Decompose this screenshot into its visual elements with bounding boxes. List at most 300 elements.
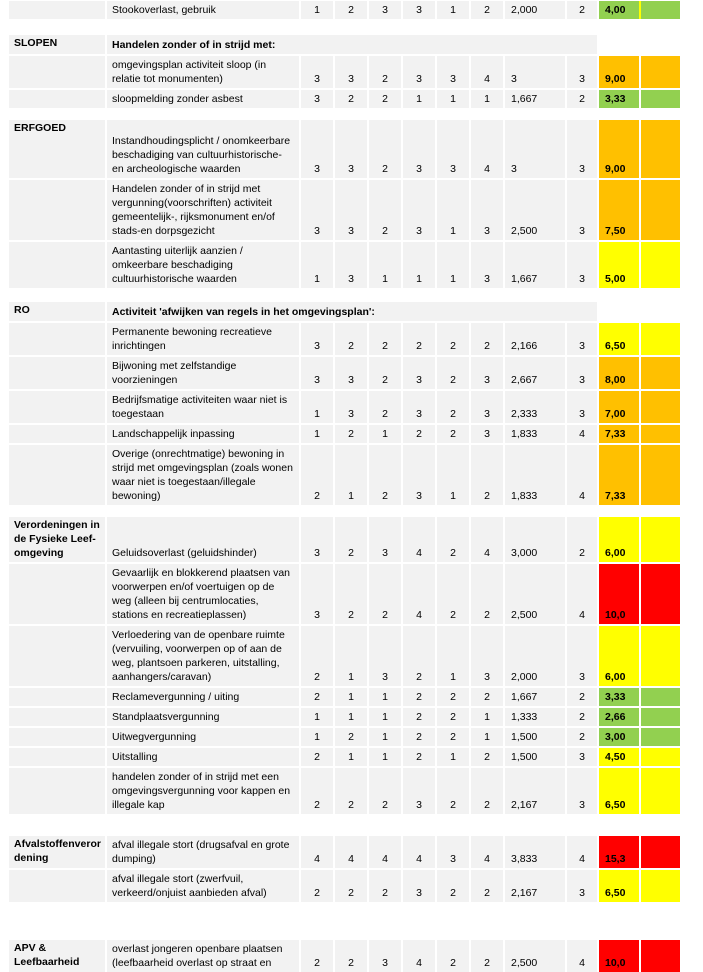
criterion-score-cell: 3 [471, 357, 503, 389]
criterion-score-cell: 4 [403, 836, 435, 868]
criterion-score-cell: 2 [403, 323, 435, 355]
criterion-score-cell: 2 [437, 564, 469, 624]
average-cell: 2,500 [505, 940, 565, 972]
weight-cell: 3 [567, 768, 597, 814]
category-cell [9, 626, 105, 686]
criterion-score-cell: 3 [335, 120, 367, 178]
table-row [9, 626, 703, 686]
average-cell: 1,833 [505, 445, 565, 505]
description-cell: Gevaarlijk en blokkerend plaatsen van voorwerpen en/of voertuigen op de weg (alleen bij centrumlocaties, stations en recreatieplassen) [107, 564, 299, 624]
description-cell: omgevingsplan activiteit sloop (in relatie tot monumenten) [107, 56, 299, 88]
category-cell [9, 180, 105, 240]
criterion-score-cell: 2 [301, 688, 333, 706]
category-cell: Afvalstoffenverordening [9, 836, 105, 868]
criterion-score-cell: 4 [403, 940, 435, 972]
criterion-score-cell: 2 [437, 708, 469, 726]
criterion-score-cell: 2 [471, 688, 503, 706]
average-cell: 2,166 [505, 323, 565, 355]
risk-score-cell: 7,33 [599, 445, 639, 505]
table-row [9, 517, 703, 562]
priority-color-cell [641, 180, 680, 240]
table-row [9, 748, 703, 766]
category-cell: Verordeningen in de Fysieke Leef-omgeving [9, 517, 105, 562]
criterion-score-cell: 3 [301, 120, 333, 178]
section-header-cell: Activiteit 'afwijken van regels in het omgevingsplan': [107, 302, 597, 321]
description-cell: Uitwegvergunning [107, 728, 299, 746]
description-cell: Landschappelijk inpassing [107, 425, 299, 443]
criterion-score-cell: 3 [335, 242, 367, 288]
criterion-score-cell: 3 [471, 626, 503, 686]
criterion-score-cell: 2 [301, 748, 333, 766]
description-cell: Geluidsoverlast (geluidshinder) [107, 517, 299, 562]
criterion-score-cell: 2 [437, 391, 469, 423]
criterion-score-cell: 2 [335, 940, 367, 972]
criterion-score-cell: 2 [437, 768, 469, 814]
weight-cell: 3 [567, 870, 597, 902]
criterion-score-cell: 2 [369, 391, 401, 423]
priority-color-cell [641, 56, 680, 88]
table-row [9, 56, 703, 88]
criterion-score-cell: 3 [403, 180, 435, 240]
criterion-score-cell: 3 [301, 564, 333, 624]
priority-color-cell [641, 120, 680, 178]
category-cell [9, 90, 105, 108]
priority-color-cell [641, 425, 680, 443]
category-cell [9, 56, 105, 88]
criterion-score-cell: 3 [369, 626, 401, 686]
criterion-score-cell: 3 [369, 940, 401, 972]
criterion-score-cell: 3 [301, 517, 333, 562]
section-header-row [9, 35, 703, 54]
criterion-score-cell: 3 [301, 357, 333, 389]
description-cell: overlast jongeren openbare plaatsen (leefbaarheid overlast op straat en [107, 940, 299, 972]
weight-cell: 4 [567, 940, 597, 972]
criterion-score-cell: 1 [301, 242, 333, 288]
weight-cell: 3 [567, 626, 597, 686]
criterion-score-cell: 3 [403, 56, 435, 88]
description-cell: Aantasting uiterlijk aanzien / omkeerbare beschadiging cultuurhistorische waarden [107, 242, 299, 288]
criterion-score-cell: 1 [403, 242, 435, 288]
category-cell [9, 688, 105, 706]
criterion-score-cell: 2 [403, 708, 435, 726]
table-row [9, 708, 703, 726]
weight-cell: 2 [567, 90, 597, 108]
description-cell: Permanente bewoning recreatieve inrichtingen [107, 323, 299, 355]
criterion-score-cell: 1 [335, 708, 367, 726]
table-row [9, 768, 703, 814]
risk-score-cell: 3,33 [599, 688, 639, 706]
priority-color-cell [641, 242, 680, 288]
criterion-score-cell: 2 [437, 940, 469, 972]
criterion-score-cell: 1 [471, 90, 503, 108]
criterion-score-cell: 3 [301, 56, 333, 88]
criterion-score-cell: 2 [369, 445, 401, 505]
table-section [9, 940, 703, 972]
criterion-score-cell: 2 [471, 940, 503, 972]
criterion-score-cell: 3 [403, 120, 435, 178]
criterion-score-cell: 1 [301, 728, 333, 746]
criterion-score-cell: 2 [369, 564, 401, 624]
description-cell: Verloedering van de openbare ruimte (vervuiling, voorwerpen op of aan de weg, plantsoen parkeren, uitstalling, aanhangers/caravan) [107, 626, 299, 686]
criterion-score-cell: 2 [471, 1, 503, 19]
priority-color-cell [641, 870, 680, 902]
risk-score-cell: 2,66 [599, 708, 639, 726]
criterion-score-cell: 3 [437, 56, 469, 88]
risk-score-cell: 6,50 [599, 768, 639, 814]
category-cell [9, 391, 105, 423]
weight-cell: 3 [567, 56, 597, 88]
description-cell: sloopmelding zonder asbest [107, 90, 299, 108]
table-row [9, 357, 703, 389]
table-row [9, 564, 703, 624]
criterion-score-cell: 3 [301, 323, 333, 355]
criterion-score-cell: 3 [403, 768, 435, 814]
weight-cell: 3 [567, 323, 597, 355]
table-row [9, 391, 703, 423]
criterion-score-cell: 3 [335, 391, 367, 423]
risk-score-cell: 3,33 [599, 90, 639, 108]
criterion-score-cell: 1 [471, 708, 503, 726]
weight-cell: 2 [567, 688, 597, 706]
criterion-score-cell: 2 [301, 626, 333, 686]
criterion-score-cell: 2 [437, 323, 469, 355]
risk-score-cell: 8,00 [599, 357, 639, 389]
priority-color-cell [641, 688, 680, 706]
table-section [9, 1, 703, 19]
criterion-score-cell: 2 [335, 564, 367, 624]
risk-score-cell: 4,00 [599, 1, 639, 19]
average-cell: 2,667 [505, 357, 565, 389]
criterion-score-cell: 4 [403, 564, 435, 624]
risk-score-cell: 15,3 [599, 836, 639, 868]
priority-color-cell [641, 748, 680, 766]
weight-cell: 3 [567, 242, 597, 288]
criterion-score-cell: 2 [403, 688, 435, 706]
table-row [9, 425, 703, 443]
criterion-score-cell: 4 [471, 517, 503, 562]
weight-cell: 4 [567, 564, 597, 624]
table-row [9, 688, 703, 706]
category-cell: ERFGOED [9, 120, 105, 178]
criterion-score-cell: 3 [403, 870, 435, 902]
criterion-score-cell: 1 [301, 1, 333, 19]
criterion-score-cell: 1 [403, 90, 435, 108]
priority-color-cell [641, 90, 680, 108]
risk-score-cell: 6,00 [599, 517, 639, 562]
priority-color-cell [641, 768, 680, 814]
risk-score-cell: 10,0 [599, 940, 639, 972]
criterion-score-cell: 2 [335, 728, 367, 746]
table-row [9, 90, 703, 108]
criterion-score-cell: 3 [403, 1, 435, 19]
criterion-score-cell: 2 [335, 323, 367, 355]
criterion-score-cell: 1 [369, 688, 401, 706]
average-cell: 2,500 [505, 180, 565, 240]
criterion-score-cell: 4 [471, 56, 503, 88]
criterion-score-cell: 1 [301, 425, 333, 443]
weight-cell: 2 [567, 1, 597, 19]
criterion-score-cell: 3 [471, 391, 503, 423]
criterion-score-cell: 1 [471, 728, 503, 746]
average-cell: 1,667 [505, 90, 565, 108]
criterion-score-cell: 2 [369, 357, 401, 389]
criterion-score-cell: 3 [335, 56, 367, 88]
average-cell: 3 [505, 56, 565, 88]
category-cell [9, 870, 105, 902]
priority-color-cell [641, 708, 680, 726]
risk-score-cell: 7,33 [599, 425, 639, 443]
criterion-score-cell: 3 [437, 836, 469, 868]
criterion-score-cell: 2 [437, 517, 469, 562]
criterion-score-cell: 1 [335, 688, 367, 706]
criterion-score-cell: 4 [403, 517, 435, 562]
criterion-score-cell: 1 [301, 708, 333, 726]
criterion-score-cell: 2 [437, 688, 469, 706]
section-header-row [9, 302, 703, 321]
criterion-score-cell: 4 [335, 836, 367, 868]
priority-color-cell [641, 836, 680, 868]
criterion-score-cell: 2 [335, 1, 367, 19]
criterion-score-cell: 2 [471, 768, 503, 814]
criterion-score-cell: 2 [335, 425, 367, 443]
description-cell: Stookoverlast, gebruik [107, 1, 299, 19]
criterion-score-cell: 1 [369, 748, 401, 766]
criterion-score-cell: 2 [369, 56, 401, 88]
section-header-cell: Handelen zonder of in strijd met: [107, 35, 597, 54]
risk-score-cell: 4,50 [599, 748, 639, 766]
table-row [9, 940, 703, 972]
table-section [9, 836, 703, 902]
average-cell: 1,500 [505, 728, 565, 746]
description-cell: Bijwoning met zelfstandige voorzieningen [107, 357, 299, 389]
criterion-score-cell: 3 [403, 391, 435, 423]
category-cell [9, 425, 105, 443]
description-cell: Overige (onrechtmatige) bewoning in strijd met omgevingsplan (zoals wonen waar niet is toegestaan/illegale bewoning) [107, 445, 299, 505]
priority-color-cell [641, 626, 680, 686]
description-cell: handelen zonder of in strijd met een omgevingsvergunning voor kappen en illegale kap [107, 768, 299, 814]
weight-cell: 3 [567, 748, 597, 766]
category-cell: SLOPEN [9, 35, 105, 54]
priority-color-cell [641, 728, 680, 746]
priority-color-cell [641, 357, 680, 389]
criterion-score-cell: 2 [471, 445, 503, 505]
criterion-score-cell: 3 [335, 180, 367, 240]
criterion-score-cell: 1 [437, 180, 469, 240]
criterion-score-cell: 2 [301, 940, 333, 972]
category-cell [9, 242, 105, 288]
criterion-score-cell: 1 [437, 90, 469, 108]
table-row [9, 445, 703, 505]
risk-score-cell: 3,00 [599, 728, 639, 746]
criterion-score-cell: 3 [471, 242, 503, 288]
average-cell: 2,333 [505, 391, 565, 423]
criterion-score-cell: 3 [403, 445, 435, 505]
risk-score-cell: 7,50 [599, 180, 639, 240]
criterion-score-cell: 4 [471, 120, 503, 178]
criterion-score-cell: 2 [403, 728, 435, 746]
average-cell: 1,500 [505, 748, 565, 766]
criterion-score-cell: 2 [403, 425, 435, 443]
table-row [9, 870, 703, 902]
table-row [9, 180, 703, 240]
average-cell: 2,000 [505, 626, 565, 686]
criterion-score-cell: 3 [471, 425, 503, 443]
priority-color-cell [641, 323, 680, 355]
criterion-score-cell: 2 [369, 180, 401, 240]
risk-matrix-table [9, 1, 703, 972]
risk-score-cell: 6,50 [599, 323, 639, 355]
criterion-score-cell: 2 [437, 425, 469, 443]
criterion-score-cell: 1 [369, 242, 401, 288]
description-cell: Standplaatsvergunning [107, 708, 299, 726]
category-cell [9, 1, 105, 19]
criterion-score-cell: 2 [471, 323, 503, 355]
table-row [9, 242, 703, 288]
table-row [9, 836, 703, 868]
criterion-score-cell: 2 [369, 768, 401, 814]
category-cell [9, 323, 105, 355]
criterion-score-cell: 4 [471, 836, 503, 868]
criterion-score-cell: 2 [335, 517, 367, 562]
risk-score-cell: 10,0 [599, 564, 639, 624]
criterion-score-cell: 3 [301, 180, 333, 240]
weight-cell: 2 [567, 728, 597, 746]
category-cell [9, 445, 105, 505]
table-row [9, 120, 703, 178]
risk-score-cell: 9,00 [599, 120, 639, 178]
average-cell: 2,500 [505, 564, 565, 624]
category-cell: RO [9, 302, 105, 321]
weight-cell: 3 [567, 391, 597, 423]
weight-cell: 4 [567, 425, 597, 443]
category-cell [9, 357, 105, 389]
average-cell: 2,000 [505, 1, 565, 19]
weight-cell: 2 [567, 708, 597, 726]
average-cell: 3 [505, 120, 565, 178]
category-cell [9, 748, 105, 766]
criterion-score-cell: 2 [301, 768, 333, 814]
description-cell: afval illegale stort (zwerfvuil, verkeerd/onjuist aanbieden afval) [107, 870, 299, 902]
table-row [9, 728, 703, 746]
priority-color-cell [641, 445, 680, 505]
priority-color-cell [641, 564, 680, 624]
priority-color-cell [641, 940, 680, 972]
criterion-score-cell: 2 [471, 870, 503, 902]
average-cell: 1,667 [505, 242, 565, 288]
criterion-score-cell: 1 [369, 728, 401, 746]
risk-score-cell: 6,00 [599, 626, 639, 686]
criterion-score-cell: 2 [369, 90, 401, 108]
weight-cell: 4 [567, 445, 597, 505]
average-cell: 2,167 [505, 768, 565, 814]
criterion-score-cell: 3 [369, 517, 401, 562]
criterion-score-cell: 2 [301, 870, 333, 902]
average-cell: 1,333 [505, 708, 565, 726]
criterion-score-cell: 2 [301, 445, 333, 505]
risk-score-cell: 7,00 [599, 391, 639, 423]
criterion-score-cell: 3 [403, 357, 435, 389]
table-section [9, 302, 703, 505]
criterion-score-cell: 1 [301, 391, 333, 423]
criterion-score-cell: 1 [437, 242, 469, 288]
weight-cell: 3 [567, 180, 597, 240]
criterion-score-cell: 2 [403, 626, 435, 686]
description-cell: Instandhoudingsplicht / onomkeerbare beschadiging van cultuurhistorische- en archeologische waarden [107, 120, 299, 178]
category-cell [9, 768, 105, 814]
description-cell: Bedrijfsmatige activiteiten waar niet is toegestaan [107, 391, 299, 423]
criterion-score-cell: 2 [369, 120, 401, 178]
description-cell: Handelen zonder of in strijd met vergunning(voorschriften) activiteit gemeentelijk-, rijksmonument en/of stads-en dorpsgezicht [107, 180, 299, 240]
criterion-score-cell: 1 [437, 445, 469, 505]
average-cell: 3,833 [505, 836, 565, 868]
criterion-score-cell: 1 [437, 748, 469, 766]
category-cell [9, 708, 105, 726]
criterion-score-cell: 3 [369, 1, 401, 19]
weight-cell: 4 [567, 836, 597, 868]
criterion-score-cell: 2 [369, 323, 401, 355]
average-cell: 1,667 [505, 688, 565, 706]
criterion-score-cell: 2 [335, 90, 367, 108]
priority-color-cell [641, 1, 680, 19]
table-row [9, 323, 703, 355]
category-cell [9, 564, 105, 624]
criterion-score-cell: 1 [335, 445, 367, 505]
category-cell [9, 728, 105, 746]
criterion-score-cell: 2 [471, 748, 503, 766]
criterion-score-cell: 1 [369, 708, 401, 726]
table-section [9, 35, 703, 108]
priority-color-cell [641, 391, 680, 423]
criterion-score-cell: 2 [437, 357, 469, 389]
priority-color-cell [641, 517, 680, 562]
category-cell: APV & Leefbaarheid [9, 940, 105, 972]
criterion-score-cell: 4 [301, 836, 333, 868]
average-cell: 1,833 [505, 425, 565, 443]
weight-cell: 3 [567, 120, 597, 178]
description-cell: afval illegale stort (drugsafval en grote dumping) [107, 836, 299, 868]
table-row [9, 1, 703, 19]
description-cell: Reclamevergunning / uiting [107, 688, 299, 706]
criterion-score-cell: 3 [471, 180, 503, 240]
table-section [9, 517, 703, 814]
average-cell: 3,000 [505, 517, 565, 562]
description-cell: Uitstalling [107, 748, 299, 766]
criterion-score-cell: 1 [335, 748, 367, 766]
risk-score-cell: 6,50 [599, 870, 639, 902]
risk-score-cell: 9,00 [599, 56, 639, 88]
criterion-score-cell: 2 [403, 748, 435, 766]
criterion-score-cell: 2 [335, 870, 367, 902]
criterion-score-cell: 1 [335, 626, 367, 686]
risk-score-cell: 5,00 [599, 242, 639, 288]
criterion-score-cell: 1 [437, 626, 469, 686]
criterion-score-cell: 4 [369, 836, 401, 868]
criterion-score-cell: 3 [437, 120, 469, 178]
criterion-score-cell: 1 [437, 1, 469, 19]
criterion-score-cell: 2 [335, 768, 367, 814]
criterion-score-cell: 2 [437, 728, 469, 746]
criterion-score-cell: 3 [301, 90, 333, 108]
criterion-score-cell: 3 [335, 357, 367, 389]
average-cell: 2,167 [505, 870, 565, 902]
criterion-score-cell: 2 [471, 564, 503, 624]
criterion-score-cell: 1 [369, 425, 401, 443]
weight-cell: 2 [567, 517, 597, 562]
table-section [9, 120, 703, 288]
criterion-score-cell: 2 [369, 870, 401, 902]
weight-cell: 3 [567, 357, 597, 389]
criterion-score-cell: 2 [437, 870, 469, 902]
